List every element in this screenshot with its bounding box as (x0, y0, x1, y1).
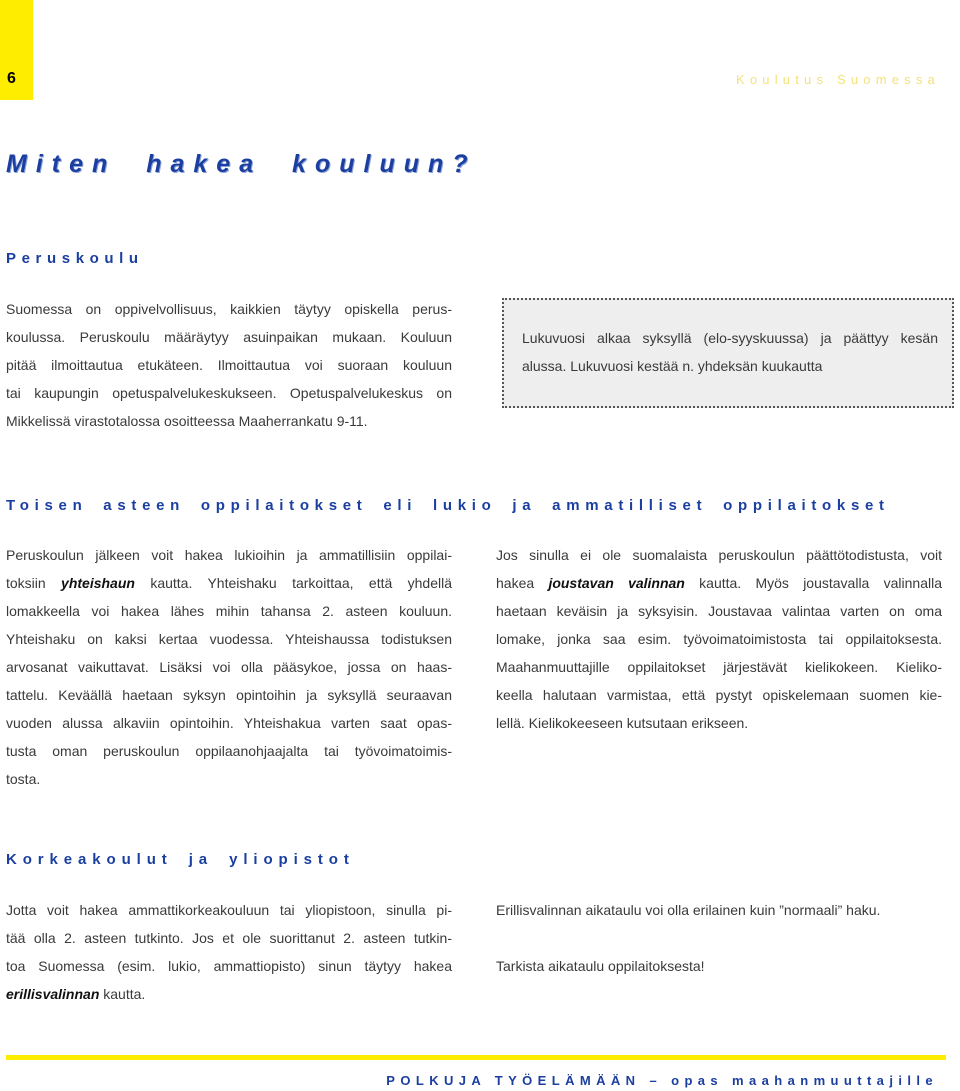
text-line: tai kaupungin opetuspalvelukeskukseen. Opetuspalvelukeskus on (6, 385, 452, 401)
text-line: koulussa. Peruskoulu määräytyy asuinpaikan mukaan. Kouluun (6, 329, 452, 345)
text-line: Suomessa on oppivelvollisuus, kaikkien täytyy opiskella perus- (6, 301, 452, 317)
text-line: toa Suomessa (esim. lukio, ammattiopisto) sinun täytyy hakea (6, 958, 452, 974)
page-number: 6 (7, 70, 16, 87)
toisen-asteen-left-paragraph (6, 541, 452, 793)
text-line: Lukuvuosi alkaa syksyllä (elo-syyskuussa) ja päättyy kesän (522, 330, 938, 346)
peruskoulu-paragraph (6, 295, 452, 435)
text-line: alussa. Lukuvuosi kestää n. yhdeksän kuukautta (522, 358, 823, 374)
info-box (502, 298, 954, 408)
text-line: hakea joustavan valinnan kautta. Myös joustavalla valinnalla (496, 575, 942, 591)
text-line: Tarkista aikataulu oppilaitoksesta! (496, 958, 705, 974)
text-line: haetaan keväisin ja syksyisin. Joustavaa valintaa varten on oma (496, 603, 942, 619)
text-line: Jotta voit hakea ammattikorkeakouluun tai yliopistoon, sinulla pi- (6, 902, 452, 918)
heading-toisen-asteen: Toisen asteen oppilaitokset eli lukio ja ammatilliset oppilaitokset (6, 497, 890, 514)
footer-title: POLKUJA TYÖELÄMÄÄN – opas maahanmuuttajille (386, 1073, 938, 1088)
text-line: tää olla 2. asteen tutkinto. Jos et ole suorittanut 2. asteen tutkin- (6, 930, 452, 946)
text-line: Jos sinulla ei ole suomalaista peruskoulun päättötodistusta, voit (496, 547, 942, 563)
text-line: erillisvalinnan kautta. (6, 986, 146, 1002)
page-title: Miten hakea kouluun? (6, 150, 477, 178)
text-line: lellä. Kielikokeeseen kutsutaan erikseen. (496, 715, 749, 731)
text-line: pitää ilmoittautua etukäteen. Ilmoittautua voi suoraan kouluun (6, 357, 452, 373)
info-box-text (522, 324, 938, 380)
heading-peruskoulu: Peruskoulu (6, 250, 144, 267)
text-line: Mikkelissä virastotalossa osoitteessa Maaherrankatu 9-11. (6, 413, 368, 429)
footer-rule (6, 1055, 946, 1060)
text-line: Peruskoulun jälkeen voit hakea lukioihin ja ammatillisiin oppilai- (6, 547, 452, 563)
text-line: lomake, jonka saa esim. työvoimatoimistosta tai oppilaitoksesta. (496, 631, 942, 647)
text-line: vuoden alussa alkaviin opintoihin. Yhteishakua varten saat opas- (6, 715, 452, 731)
term-erillisvalinta: erillisvalinnan (6, 986, 100, 1002)
text-line: tosta. (6, 771, 41, 787)
heading-korkeakoulut: Korkeakoulut ja yliopistot (6, 851, 355, 868)
text-line: Maahanmuuttajille oppilaitokset järjestävät kielikokeen. Kieliko- (496, 659, 942, 675)
text-line: toksiin yhteishaun kautta. Yhteishaku tarkoittaa, että yhdellä (6, 575, 452, 591)
text-line: keella halutaan varmistaa, että pystyt opiskelemaan suomen kie- (496, 687, 942, 703)
text-line: tattelu. Keväällä haetaan syksyn opintoihin ja syksyllä seuraavan (6, 687, 452, 703)
korkeakoulut-right-paragraph (496, 896, 946, 980)
text-line: tusta oman peruskoulun oppilaanohjaajalta tai työvoimatoimis- (6, 743, 452, 759)
running-title: Koulutus Suomessa (735, 72, 940, 87)
page-number-box (0, 0, 33, 100)
text-line: Erillisvalinnan aikataulu voi olla erilainen kuin ”normaali” haku. (496, 902, 881, 918)
text-line: Yhteishaku on kaksi kertaa vuodessa. Yhteishaussa todistuksen (6, 631, 452, 647)
text-line: lomakkeella voi hakea lähes mihin tahansa 2. asteen kouluun. (6, 603, 452, 619)
text-line: arvosanat vaikuttavat. Lisäksi voi olla pääsykoe, jossa on haas- (6, 659, 452, 675)
term-joustava-valinta: joustavan valinnan (548, 575, 685, 591)
toisen-asteen-right-paragraph (496, 541, 942, 737)
korkeakoulut-left-paragraph (6, 896, 452, 1008)
term-yhteishaku: yhteishaun (61, 575, 135, 591)
